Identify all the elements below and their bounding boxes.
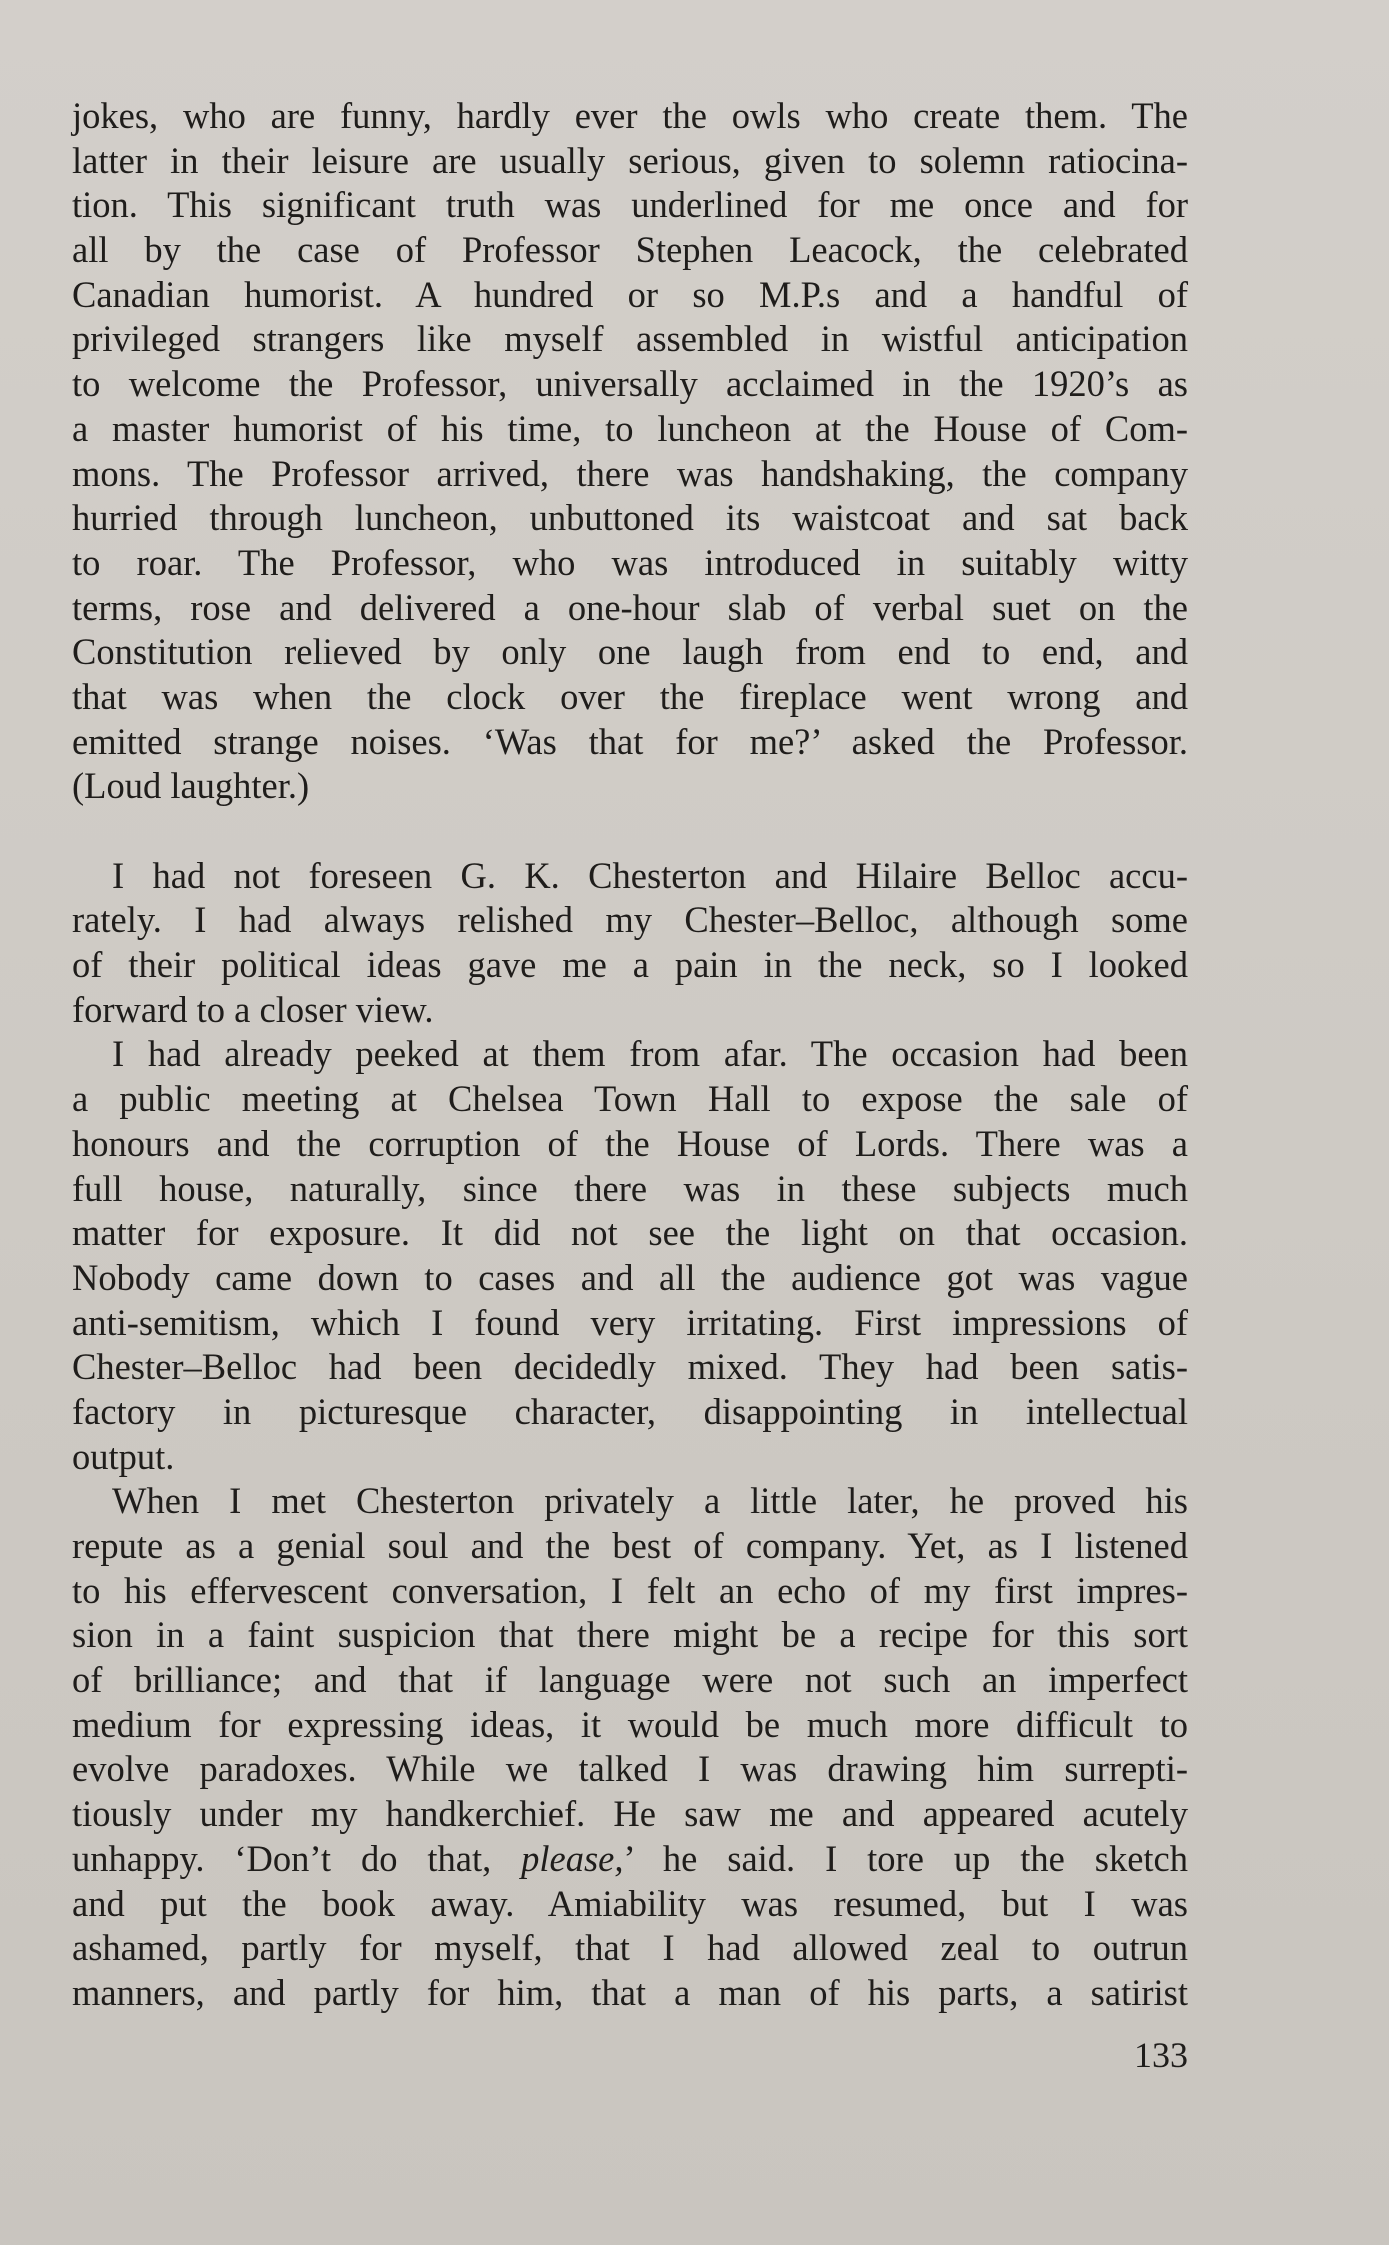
paragraph-4 bbox=[72, 1479, 1188, 2015]
section-break bbox=[72, 809, 1188, 854]
text-line: repute as a genial soul and the best of company. Yet, as I listened bbox=[72, 1525, 1188, 1566]
text-span: ’ he said. I tore up the sketch bbox=[623, 1837, 1188, 1879]
paragraph-1 bbox=[72, 94, 1188, 809]
text-line: terms, rose and delivered a one-hour slab of verbal suet on the bbox=[72, 586, 1188, 628]
text-line: and put the book away. Amiability was resumed, but I was bbox=[72, 1882, 1188, 1924]
text-line: emitted strange noises. ‘Was that for me?’ asked the Professor. bbox=[72, 720, 1188, 762]
text-line: factory in picturesque character, disappointing in intellectual bbox=[72, 1390, 1188, 1432]
text-line: privileged strangers like myself assembled in wistful anticipation bbox=[72, 318, 1188, 360]
paragraph-3 bbox=[72, 1032, 1188, 1479]
text-line: manners, and partly for him, that a man of his parts, a satirist bbox=[72, 1971, 1188, 2013]
text-line: honours and the corruption of the House of Lords. There was a bbox=[72, 1122, 1188, 1164]
text-line: medium for expressing ideas, it would be much more difficult to bbox=[72, 1703, 1188, 1745]
text-line: latter in their leisure are usually serious, given to solemn ratiocina- bbox=[72, 139, 1188, 181]
text-line: Nobody came down to cases and all the audience got was vague bbox=[72, 1256, 1188, 1298]
text-line: full house, naturally, since there was in these subjects much bbox=[72, 1167, 1188, 1209]
paragraph-2 bbox=[72, 854, 1188, 1033]
page-number: 133 bbox=[1134, 2035, 1188, 2075]
text-line: ashamed, partly for myself, that I had allowed zeal to outrun bbox=[72, 1927, 1188, 1969]
text-line: tion. This significant truth was underlined for me once and for bbox=[72, 184, 1188, 226]
text-line: evolve paradoxes. While we talked I was drawing him surrepti- bbox=[72, 1748, 1188, 1790]
text-line: tiously under my handkerchief. He saw me and appeared acutely bbox=[72, 1793, 1188, 1835]
text-line: of brilliance; and that if language were not such an imperfect bbox=[72, 1659, 1188, 1701]
text-line: Constitution relieved by only one laugh from end to end, and bbox=[72, 631, 1188, 673]
text-line: I had not foreseen G. K. Chesterton and Hilaire Belloc accu- bbox=[112, 854, 1188, 896]
text-line: anti-semitism, which I found very irritating. First impressions of bbox=[72, 1301, 1188, 1343]
text-line: rately. I had always relished my Chester–Belloc, although some bbox=[72, 899, 1188, 941]
text-line: (Loud laughter.) bbox=[72, 765, 310, 807]
text-line: to his effervescent conversation, I felt an echo of my first impres- bbox=[72, 1569, 1188, 1611]
text-line: When I met Chesterton privately a little later, he proved his bbox=[112, 1480, 1188, 1522]
body-text bbox=[72, 94, 1188, 2016]
text-line: matter for exposure. It did not see the light on that occasion. bbox=[72, 1212, 1188, 1254]
text-line: output. bbox=[72, 1435, 175, 1477]
text-line: sion in a faint suspicion that there might be a recipe for this sort bbox=[72, 1614, 1188, 1656]
italic-word: please, bbox=[521, 1837, 624, 1879]
text-line: all by the case of Professor Stephen Leacock, the celebrated bbox=[72, 229, 1188, 271]
text-line: Canadian humorist. A hundred or so M.P.s and a handful of bbox=[72, 273, 1188, 315]
text-line: mons. The Professor arrived, there was handshaking, the company bbox=[72, 452, 1188, 494]
text-line: jokes, who are funny, hardly ever the owls who create them. The bbox=[72, 95, 1188, 136]
text-line: a master humorist of his time, to luncheon at the House of Com- bbox=[72, 407, 1188, 449]
text-span: unhappy. ‘Don’t do that, bbox=[72, 1837, 522, 1879]
text-line: forward to a closer view. bbox=[72, 988, 434, 1030]
text-line: a public meeting at Chelsea Town Hall to expose the sale of bbox=[72, 1078, 1188, 1120]
text-line: hurried through luncheon, unbuttoned its waistcoat and sat back bbox=[72, 497, 1188, 539]
text-line: to roar. The Professor, who was introduced in suitably witty bbox=[72, 541, 1188, 583]
text-line: that was when the clock over the fireplace went wrong and bbox=[72, 675, 1188, 717]
text-line: of their political ideas gave me a pain in the neck, so I looked bbox=[72, 944, 1188, 986]
text-line: Chester–Belloc had been decidedly mixed. They had been satis- bbox=[72, 1346, 1188, 1388]
text-line: I had already peeked at them from afar. The occasion had been bbox=[112, 1033, 1188, 1075]
text-line: to welcome the Professor, universally acclaimed in the 1920’s as bbox=[72, 363, 1188, 405]
text-line-with-italic bbox=[72, 1837, 1188, 1882]
